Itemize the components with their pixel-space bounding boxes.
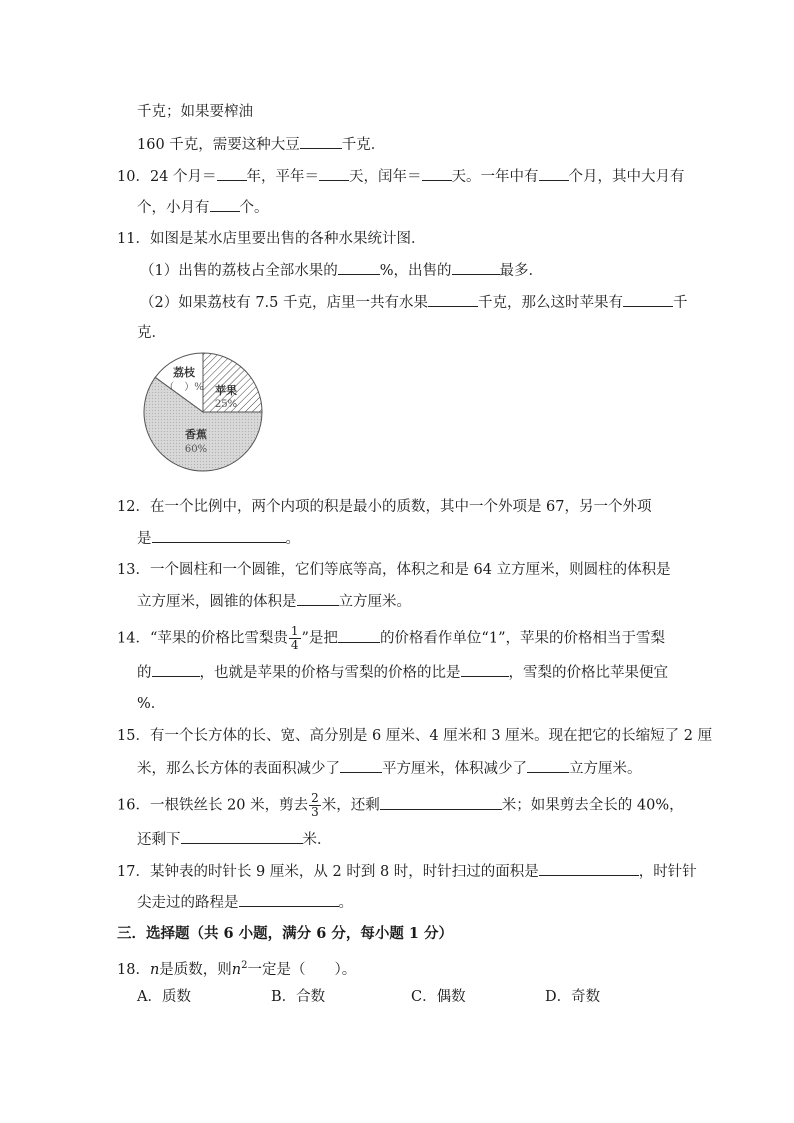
- fraction-two-thirds: $\frac{2}{3}$: [311, 791, 319, 819]
- question-11: 11．如图是某水店里要出售的各种水果统计图．: [117, 231, 426, 247]
- answer-blank[interactable]: [152, 662, 200, 677]
- pie-pct-lychee: （ ）%: [164, 382, 204, 393]
- question-16-cont: 还剩下 米．: [137, 829, 332, 850]
- question-14-cont: 的 ，也就是苹果的价格与雪梨的价格的比是 ，雪梨的价格比苹果便宜: [137, 662, 668, 683]
- answer-blank[interactable]: [319, 166, 349, 181]
- answer-blank[interactable]: [623, 292, 673, 307]
- question-14-cont2: %．: [137, 696, 166, 712]
- answer-blank[interactable]: [422, 166, 452, 181]
- answer-blank[interactable]: [300, 134, 342, 149]
- fraction-one-quarter: $\frac{1}{4}$: [290, 624, 299, 652]
- answer-blank[interactable]: [338, 628, 380, 643]
- question-16: 16．一根铁丝长 20 米，剪去 $\frac{2}{3}$ 米，还剩 米；如果剪去全长的 40%，: [117, 791, 684, 819]
- option-c[interactable]: C．偶数: [411, 989, 466, 1005]
- answer-blank[interactable]: [527, 758, 569, 773]
- answer-blank[interactable]: [380, 795, 502, 810]
- fruit-pie-chart: [142, 352, 276, 480]
- question-11-part1: （1）出售的荔枝占全部水果的 %，出售的 最多．: [140, 260, 543, 281]
- option-b[interactable]: B．合数: [271, 989, 326, 1005]
- pie-pct-banana: 60%: [184, 444, 208, 455]
- q9-line2: 160 千克，需要这种大豆 千克．: [137, 134, 385, 155]
- question-11-part2-cont: 克．: [137, 325, 166, 341]
- section-3-heading: 三．选择题（共 6 小题，满分 6 分，每小题 1 分）: [117, 925, 454, 942]
- answer-blank[interactable]: [461, 662, 509, 677]
- answer-blank[interactable]: [152, 528, 286, 543]
- question-10-cont: 个，小月有 个。: [137, 197, 269, 218]
- answer-blank[interactable]: [338, 260, 380, 275]
- answer-blank[interactable]: [217, 166, 247, 181]
- pie-pct-apple: 25%: [214, 399, 238, 410]
- question-17-cont: 尖走过的路程是 。: [137, 892, 353, 913]
- question-12-cont: 是 。: [137, 528, 300, 549]
- option-a[interactable]: A．质数: [137, 989, 191, 1005]
- question-15: 15．有一个长方体的长、宽、高分别是 6 厘米、4 厘米和 3 厘米。现在把它的长缩短了 2 厘: [117, 728, 713, 744]
- answer-blank[interactable]: [181, 829, 303, 844]
- pie-label-apple: 苹果: [215, 384, 237, 397]
- question-15-cont: 米，那么长方体的表面积减少了 平方厘米，体积减少了 立方厘米。: [137, 758, 642, 779]
- question-13-cont: 立方厘米，圆锥的体积是 立方厘米。: [137, 591, 411, 612]
- answer-blank[interactable]: [452, 260, 500, 275]
- answer-blank[interactable]: [539, 861, 639, 876]
- q9-line1: 千克；如果要榨油: [137, 104, 253, 120]
- answer-blank[interactable]: [210, 197, 240, 212]
- answer-blank[interactable]: [239, 892, 339, 907]
- question-18: 18．n是质数，则$n^2$一定是（ ）。: [117, 960, 357, 978]
- answer-blank[interactable]: [297, 591, 339, 606]
- pie-label-lychee: 荔枝: [173, 366, 195, 379]
- answer-blank[interactable]: [539, 166, 569, 181]
- pie-label-banana: 香蕉: [185, 428, 207, 441]
- answer-blank[interactable]: [428, 292, 478, 307]
- question-12: 12．在一个比例中，两个内项的积是最小的质数，其中一个外项是 67，另一个外项: [117, 499, 652, 515]
- option-d[interactable]: D．奇数: [545, 989, 601, 1005]
- question-11-part2: （2）如果荔枝有 7.5 千克，店里一共有水果 千克，那么这时苹果有 千: [140, 292, 688, 313]
- question-14: 14．“苹果的价格比雪梨贵 $\frac{1}{4}$ ”是把 的价格看作单位“1”，苹果的价格相当于雪梨: [117, 624, 665, 652]
- question-17: 17．某钟表的时针长 9 厘米，从 2 时到 8 时，时针扫过的面积是 ，时针针: [117, 861, 697, 882]
- question-10: 10．24 个月＝ 年，平年＝ 天，闰年＝ 天。一年中有 个月，其中大月有: [117, 166, 685, 187]
- question-13: 13．一个圆柱和一个圆锥，它们等底等高，体积之和是 64 立方厘米，则圆柱的体积是: [117, 562, 671, 578]
- answer-blank[interactable]: [340, 758, 382, 773]
